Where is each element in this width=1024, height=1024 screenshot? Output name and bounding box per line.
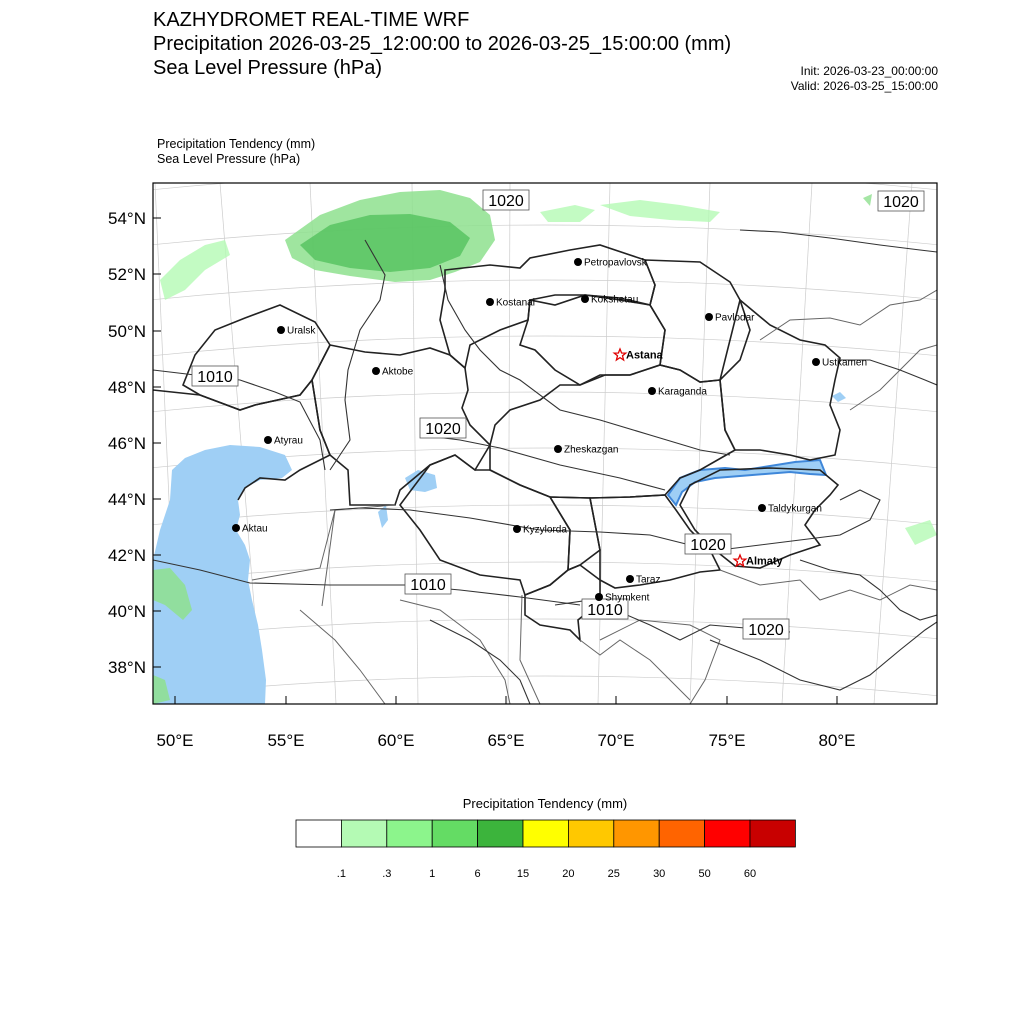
colorbar-tick-label: 1 bbox=[429, 868, 436, 880]
city-label: Uralsk bbox=[287, 325, 316, 337]
lat-label: 46°N bbox=[108, 434, 146, 453]
lon-label: 65°E bbox=[487, 731, 525, 750]
city-marker bbox=[264, 436, 303, 447]
city-dot bbox=[277, 326, 285, 334]
lat-label: 48°N bbox=[108, 378, 146, 397]
isobar-label bbox=[405, 574, 451, 594]
precip-period-title: Precipitation 2026-03-25_12:00:00 to 2026-03-25_15:00:00 (mm) bbox=[153, 33, 732, 55]
city-dot bbox=[648, 387, 656, 395]
city-marker bbox=[648, 387, 707, 398]
city-dot bbox=[626, 575, 634, 583]
lat-label: 40°N bbox=[108, 602, 146, 621]
svg-text:1020: 1020 bbox=[883, 194, 919, 211]
colorbar-swatch bbox=[750, 820, 795, 847]
svg-text:1020: 1020 bbox=[748, 622, 784, 639]
capital-marker bbox=[614, 349, 663, 362]
longitude-labels bbox=[156, 731, 855, 750]
capital-marker bbox=[734, 555, 783, 568]
city-dot bbox=[264, 436, 272, 444]
city-label: Ustkamen bbox=[822, 357, 868, 369]
city-label: Shymkent bbox=[605, 592, 650, 604]
valid-time: Valid: 2026-03-25_15:00:00 bbox=[790, 79, 938, 93]
city-label: Aktobe bbox=[382, 366, 414, 378]
precipitation-shading bbox=[153, 190, 937, 704]
isobar-label bbox=[743, 619, 789, 639]
city-marker bbox=[626, 575, 660, 586]
city-dot bbox=[554, 445, 562, 453]
city-marker bbox=[513, 525, 567, 536]
colorbar-swatch bbox=[705, 820, 750, 847]
capital-star-icon bbox=[614, 349, 626, 360]
colorbar-tick-label: 25 bbox=[607, 868, 620, 880]
city-label: Kokshetau bbox=[591, 294, 639, 306]
city-marker bbox=[705, 313, 755, 324]
lake-balkhash bbox=[668, 460, 826, 505]
city-dot bbox=[513, 525, 521, 533]
slp-title: Sea Level Pressure (hPa) bbox=[153, 57, 383, 79]
city-dot bbox=[812, 358, 820, 366]
isobar-label bbox=[192, 366, 238, 386]
city-markers bbox=[232, 258, 867, 604]
subtitle-precip: Precipitation Tendency (mm) bbox=[157, 137, 316, 151]
lat-label: 52°N bbox=[108, 265, 146, 284]
lon-label: 50°E bbox=[156, 731, 194, 750]
lon-label: 75°E bbox=[708, 731, 746, 750]
lake-zaysan bbox=[832, 392, 846, 402]
colorbar-tick-label: 30 bbox=[653, 868, 666, 880]
colorbar-swatch bbox=[568, 820, 613, 847]
lon-label: 80°E bbox=[818, 731, 856, 750]
colorbar-swatch bbox=[659, 820, 704, 847]
isobar-label bbox=[420, 418, 466, 438]
svg-text:1010: 1010 bbox=[197, 369, 233, 386]
colorbar-swatch bbox=[523, 820, 568, 847]
lat-label: 42°N bbox=[108, 546, 146, 565]
subtitle-slp: Sea Level Pressure (hPa) bbox=[157, 152, 301, 166]
city-marker bbox=[812, 358, 867, 369]
colorbar bbox=[296, 820, 795, 880]
city-marker bbox=[758, 504, 822, 515]
city-marker bbox=[486, 298, 535, 309]
isobar-label bbox=[483, 190, 529, 210]
isobar-label bbox=[685, 534, 731, 554]
svg-text:1020: 1020 bbox=[488, 193, 524, 210]
init-time: Init: 2026-03-23_00:00:00 bbox=[800, 64, 938, 78]
svg-text:1020: 1020 bbox=[690, 537, 726, 554]
isobar-label bbox=[878, 191, 924, 211]
colorbar-tick-label: .1 bbox=[336, 868, 346, 880]
colorbar-tick-label: 20 bbox=[562, 868, 575, 880]
city-dot bbox=[574, 258, 582, 266]
colorbar-swatch bbox=[341, 820, 386, 847]
city-marker bbox=[554, 445, 618, 456]
city-label: Kyzylorda bbox=[523, 524, 567, 536]
city-dot bbox=[232, 524, 240, 532]
city-dot bbox=[705, 313, 713, 321]
colorbar-title: Precipitation Tendency (mm) bbox=[462, 796, 628, 811]
colorbar-tick-label: 50 bbox=[698, 868, 711, 880]
city-dot bbox=[595, 593, 603, 601]
colorbar-tick-label: 60 bbox=[743, 868, 757, 880]
city-label: Petropavlovsk bbox=[584, 257, 647, 269]
lon-label: 70°E bbox=[597, 731, 635, 750]
lon-label: 55°E bbox=[267, 731, 305, 750]
city-dot bbox=[486, 298, 494, 306]
lat-label: 50°N bbox=[108, 322, 146, 341]
svg-text:1020: 1020 bbox=[425, 421, 461, 438]
lat-label: 54°N bbox=[108, 209, 146, 228]
city-label: Aktau bbox=[242, 523, 268, 535]
capital-star-icon bbox=[734, 555, 746, 566]
city-label: Taldykurgan bbox=[768, 503, 822, 515]
svg-text:1010: 1010 bbox=[410, 577, 446, 594]
city-label: Zheskazgan bbox=[564, 444, 619, 456]
colorbar-tick-label: .3 bbox=[382, 868, 392, 880]
city-label: Atyrau bbox=[274, 435, 303, 447]
city-dot bbox=[372, 367, 380, 375]
lat-label: 38°N bbox=[108, 658, 146, 677]
city-label: Astana bbox=[626, 349, 663, 362]
city-marker bbox=[277, 326, 316, 337]
lon-label: 60°E bbox=[377, 731, 415, 750]
svg-text:1010: 1010 bbox=[587, 602, 623, 619]
colorbar-swatch bbox=[296, 820, 341, 847]
city-dot bbox=[758, 504, 766, 512]
colorbar-swatch bbox=[614, 820, 659, 847]
colorbar-tick-label: 6 bbox=[474, 868, 481, 880]
colorbar-swatch bbox=[432, 820, 477, 847]
city-label: Karaganda bbox=[658, 386, 707, 398]
city-label: Pavlodar bbox=[715, 312, 755, 324]
city-label: Taraz bbox=[636, 574, 661, 586]
latitude-labels bbox=[108, 209, 146, 677]
lat-label: 44°N bbox=[108, 490, 146, 509]
colorbar-tick-label: 15 bbox=[516, 868, 530, 880]
city-marker bbox=[372, 367, 414, 378]
city-dot bbox=[581, 295, 589, 303]
colorbar-swatch bbox=[387, 820, 432, 847]
main-title: KAZHYDROMET REAL-TIME WRF bbox=[153, 9, 470, 31]
city-label: Almaty bbox=[746, 555, 783, 568]
colorbar-swatch bbox=[478, 820, 523, 847]
city-label: Kostanai bbox=[496, 297, 535, 309]
city-marker bbox=[574, 258, 648, 269]
